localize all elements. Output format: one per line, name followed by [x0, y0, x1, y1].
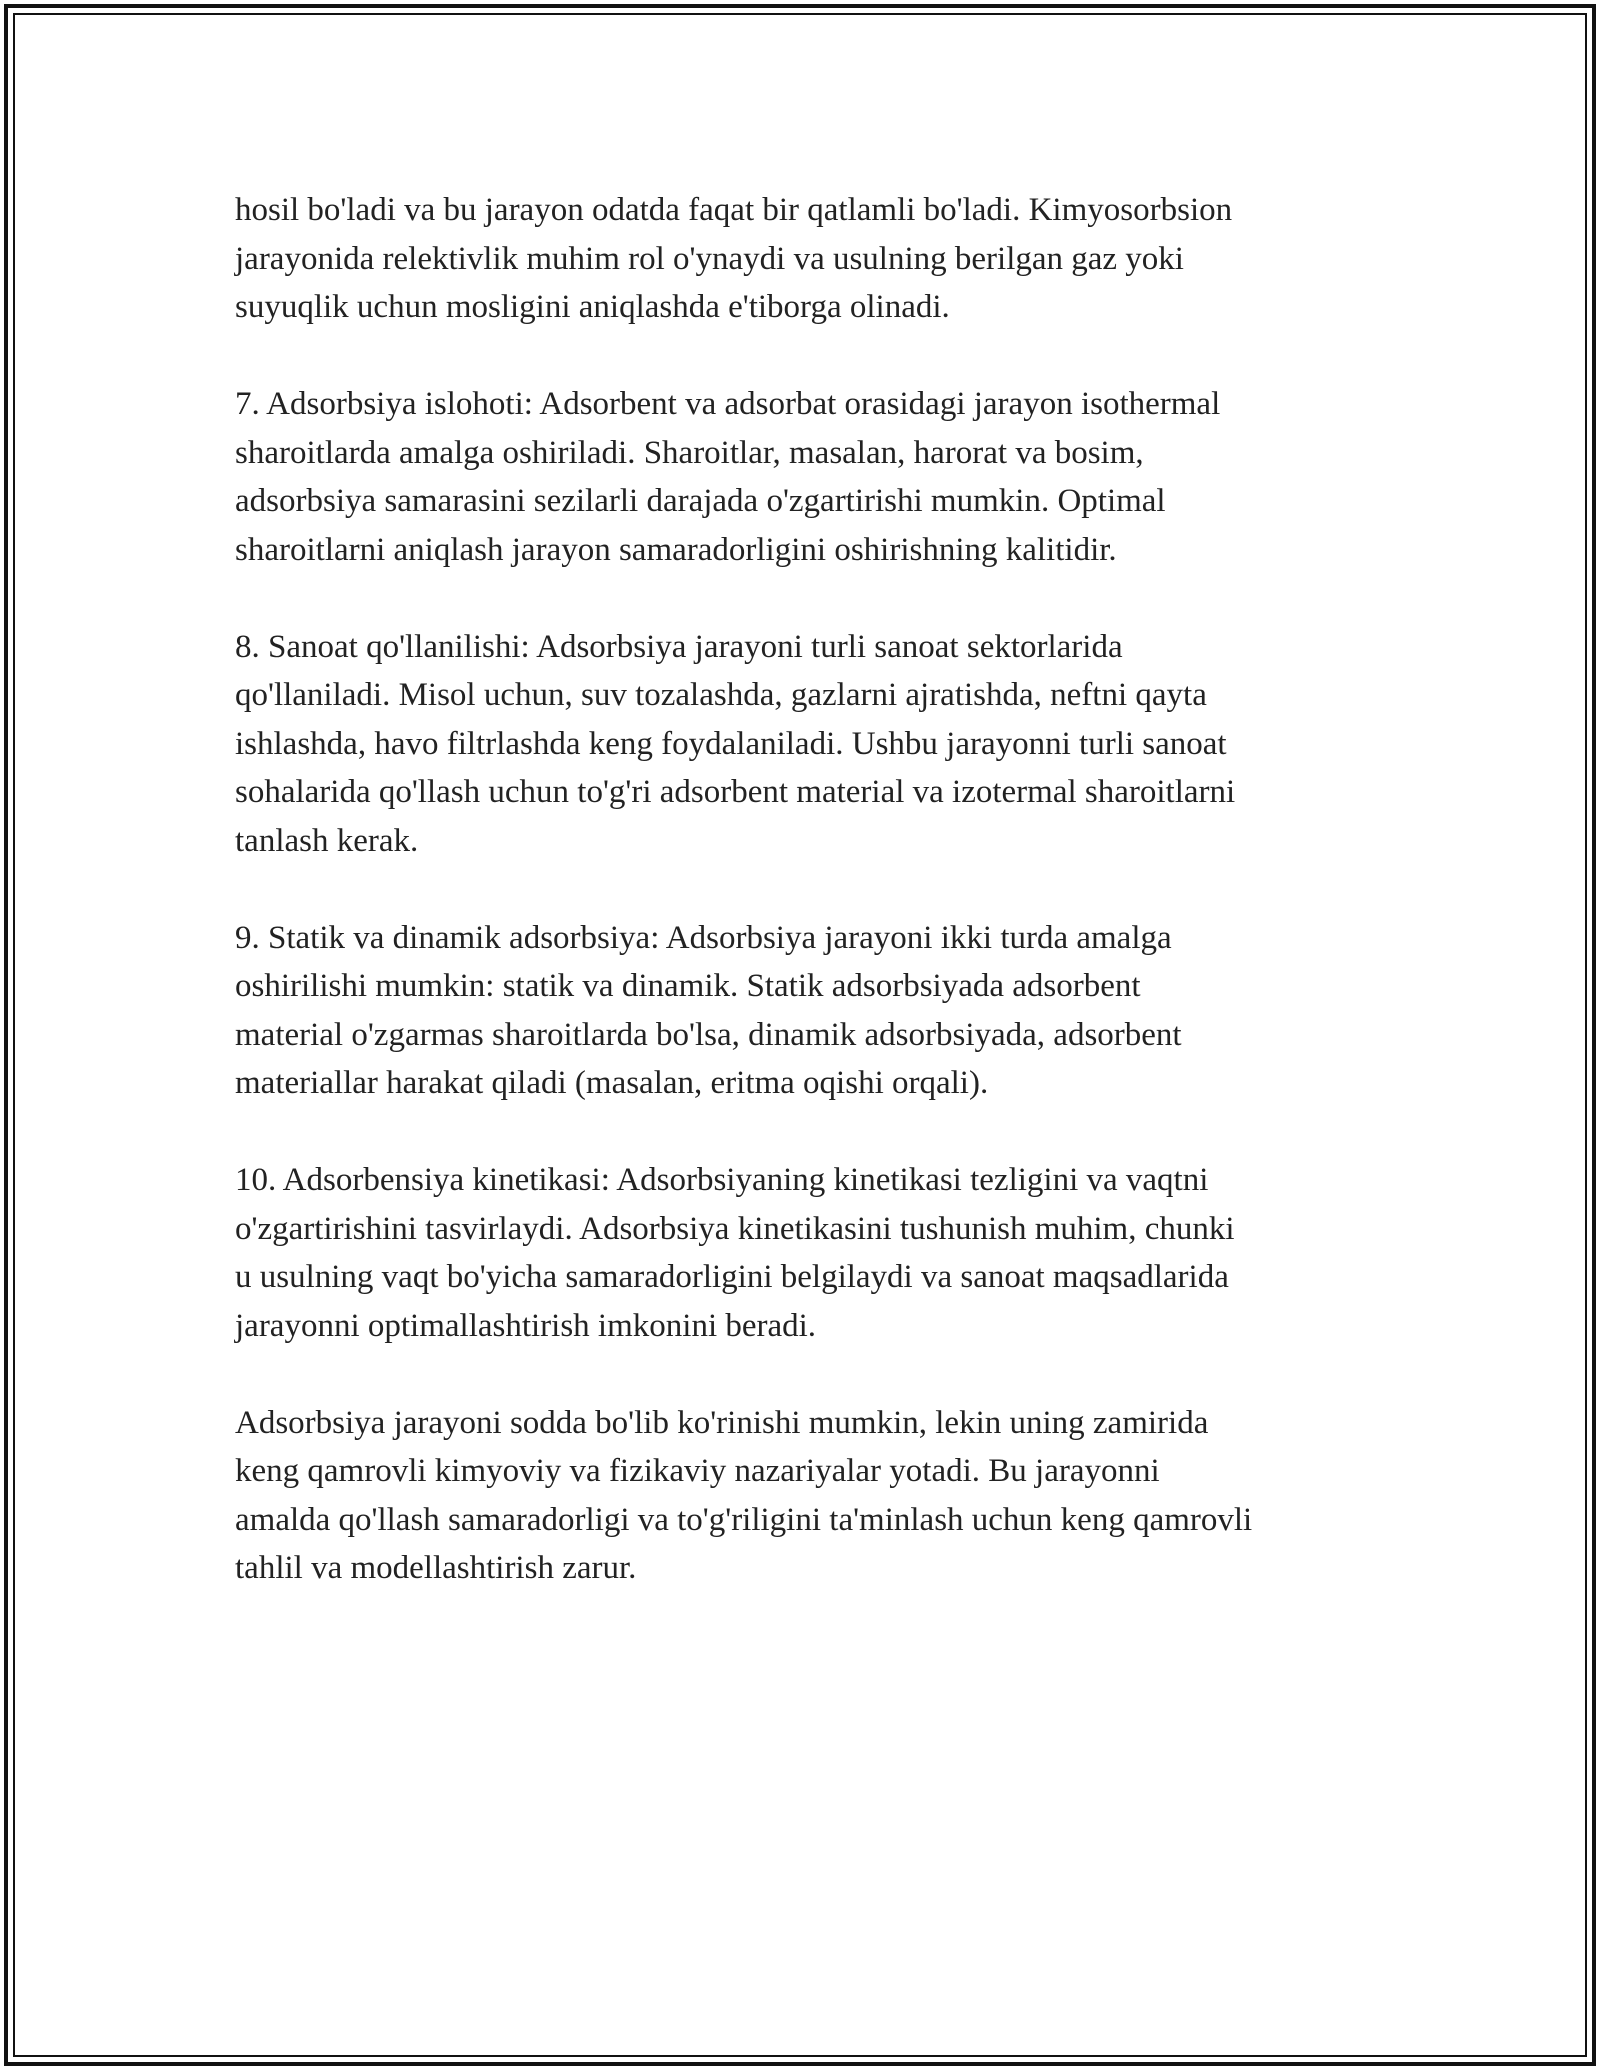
paragraph-item-9-static-dynamic: 9. Statik va dinamik adsorbsiya: Adsorbsiya jarayoni ikki turda amalga oshirilishi mumkin: statik va dinamik. Statik adsorbsiyada adsorbent material o'zgarmas sharoitlarda bo'lsa, dinamik adsorbsiyada, adsorbent materiallar harakat qiladi (masalan, eritma oqishi orqali). [235, 919, 1182, 1101]
paragraph-item-7-adsorption-conditions: 7. Adsorbsiya islohoti: Adsorbent va adsorbat orasidagi jarayon isothermal sharoitlarda amalga oshiriladi. Sharoitlar, masalan, harorat va bosim, adsorbsiya samarasini sezilarli darajada o'zgartirishi mumkin. Optimal sharoitlarni aniqlash jarayon samaradorligini oshirishning kalitidir. [235, 386, 1221, 568]
paragraph-item-8-industrial-applications: 8. Sanoat qo'llanilishi: Adsorbsiya jarayoni turli sanoat sektorlarida qo'llaniladi. Misol uchun, suv tozalashda, gazlarni ajratishda, neftni qayta ishlashda, havo filtrlashda keng foydalaniladi. Ushbu jarayonni turli sanoat sohalarida qo'llash uchun to'g'ri adsorbent material va izotermal sharoitlarni tanlash kerak. [235, 628, 1236, 859]
paragraph-chemisorption-continued: hosil bo'ladi va bu jarayon odatda faqat bir qatlamli bo'ladi. Kimyosorbsion jarayonida relektivlik muhim rol o'ynaydi va usulning berilgan gaz yoki suyuqlik uchun mosligini aniqlashda e'tiborga olinadi. [235, 192, 1233, 325]
paragraph-item-10-kinetics: 10. Adsorbensiya kinetikasi: Adsorbsiyaning kinetikasi tezligini va vaqtni o'zgartirishini tasvirlaydi. Adsorbsiya kinetikasini tushunish muhim, chunki u usulning vaqt bo'yicha samaradorligini belgilaydi va sanoat maqsadlarida jarayonni optimallashtirish imkonini beradi. [235, 1162, 1235, 1344]
paragraph-conclusion: Adsorbsiya jarayoni sodda bo'lib ko'rinishi mumkin, lekin uning zamirida keng qamrovli kimyoviy va fizikaviy nazariyalar yotadi. Bu jarayonni amalda qo'llash samaradorligi va to'g'riligini ta'minlash uchun keng qamrovli tahlil va modellashtirish zarur. [235, 1404, 1253, 1586]
document-body [235, 186, 1385, 1641]
